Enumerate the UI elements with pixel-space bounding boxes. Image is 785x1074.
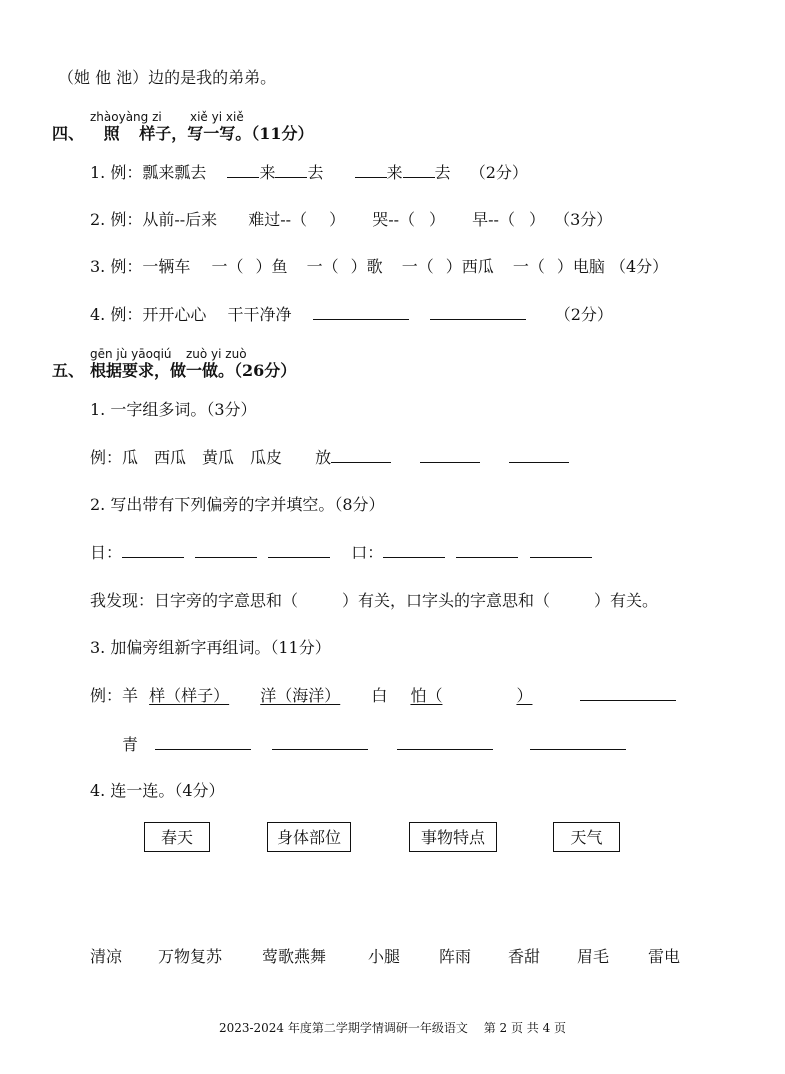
s5-q2-find: 我发现：日字旁的字意思和（ ）有关，口字头的字意思和（ ）有关。	[90, 591, 659, 610]
top-sentence: （她 他 池）边的是我的弟弟。	[58, 68, 277, 87]
s4-pinyin-a: zhàoyàng zi	[90, 110, 162, 124]
s5-q1-blank-2[interactable]	[420, 448, 480, 463]
s4-q1-blank-2[interactable]	[275, 163, 307, 178]
s5-q1-title: 1. 一字组多词。（3分）	[90, 400, 257, 419]
match-box-features[interactable]: 事物特点	[409, 822, 497, 852]
match-box-body-parts[interactable]: 身体部位	[267, 822, 351, 852]
match-word-8[interactable]: 雷电	[648, 947, 681, 966]
s5-q3-blank-2[interactable]	[155, 735, 251, 750]
match-word-1[interactable]: 清凉	[90, 947, 123, 966]
match-word-6[interactable]: 香甜	[508, 947, 541, 966]
match-box-weather[interactable]: 天气	[553, 822, 620, 852]
page-footer: 2023-2024 年度第二学期学情调研一年级语文 第 2 页 共 4 页	[218, 1021, 567, 1035]
match-word-4[interactable]: 小腿	[368, 947, 401, 966]
s5-q3-answer-slot[interactable]: 怕（ ）	[410, 686, 533, 705]
s5-q1-blank-1[interactable]	[331, 448, 391, 463]
s4-q4-blank-2[interactable]	[430, 305, 526, 320]
s4-q1-blank-1[interactable]	[227, 163, 259, 178]
match-word-3[interactable]: 莺歌燕舞	[262, 947, 327, 966]
s4-q1-blank-4[interactable]	[403, 163, 435, 178]
s5-q2-kou-blank-2[interactable]	[456, 543, 518, 558]
s5-q3-row2: 青	[122, 735, 626, 755]
match-word-5[interactable]: 阵雨	[439, 947, 472, 966]
s5-q2-kou-blank-3[interactable]	[530, 543, 592, 558]
s4-q2: 2. 例：从前--后来 难过--（ ） 哭--（ ） 早--（ ） （3分）	[90, 210, 613, 229]
s5-q3-row1: 例：羊 样（样子） 洋（海洋） 白 怕（ ）	[90, 686, 676, 706]
section5-title: 根据要求，做一做。（26分）	[90, 361, 297, 380]
s5-q4-title: 4. 连一连。（4分）	[90, 781, 225, 800]
section4-heading	[52, 124, 313, 144]
s4-q4: 4. 例：开开心心 干干净净 （2分）	[90, 305, 613, 324]
section4-title-a: 照	[103, 124, 120, 143]
s4-q3: 3. 例：一辆车 一（ ）鱼 一（ ）歌 一（ ）西瓜 一（ ）电脑 （4分）	[90, 257, 669, 276]
s5-q3-blank-3[interactable]	[272, 735, 368, 750]
section5-heading	[52, 361, 296, 381]
s5-q3-blank-4[interactable]	[397, 735, 493, 750]
s5-q1-blank-3[interactable]	[509, 448, 569, 463]
section4-title-b: 样子，写一写。（11分）	[139, 124, 314, 143]
s5-q2-kou-blank-1[interactable]	[383, 543, 445, 558]
match-box-spring[interactable]: 春天	[144, 822, 210, 852]
section4-number: 四、	[52, 124, 85, 143]
s4-q1: 1. 例：瓢来瓢去 来 去 来 去 （2分）	[90, 163, 528, 182]
s5-q3-blank-1[interactable]	[580, 686, 676, 701]
s4-pinyin-b: xiě yi xiě	[190, 110, 244, 124]
s5-q1-row: 例：瓜 西瓜 黄瓜 瓜皮 放	[90, 448, 569, 468]
section5-number: 五、	[52, 361, 85, 380]
match-word-7[interactable]: 眉毛	[577, 947, 610, 966]
s5-q2-title: 2. 写出带有下列偏旁的字并填空。（8分）	[90, 495, 385, 514]
s5-q2-ri-blank-1[interactable]	[122, 543, 184, 558]
s5-pinyin-a: gēn jù yāoqiú	[90, 347, 172, 361]
s4-q1-blank-3[interactable]	[355, 163, 387, 178]
match-word-2[interactable]: 万物复苏	[158, 947, 223, 966]
s5-q2-row: 日： 口：	[90, 543, 592, 563]
s5-q3-title: 3. 加偏旁组新字再组词。（11分）	[90, 638, 331, 657]
s5-q2-ri-blank-2[interactable]	[195, 543, 257, 558]
s4-q4-blank-1[interactable]	[313, 305, 409, 320]
s5-q2-ri-blank-3[interactable]	[268, 543, 330, 558]
s5-pinyin-b: zuò yi zuò	[186, 347, 247, 361]
s5-q3-blank-5[interactable]	[530, 735, 626, 750]
